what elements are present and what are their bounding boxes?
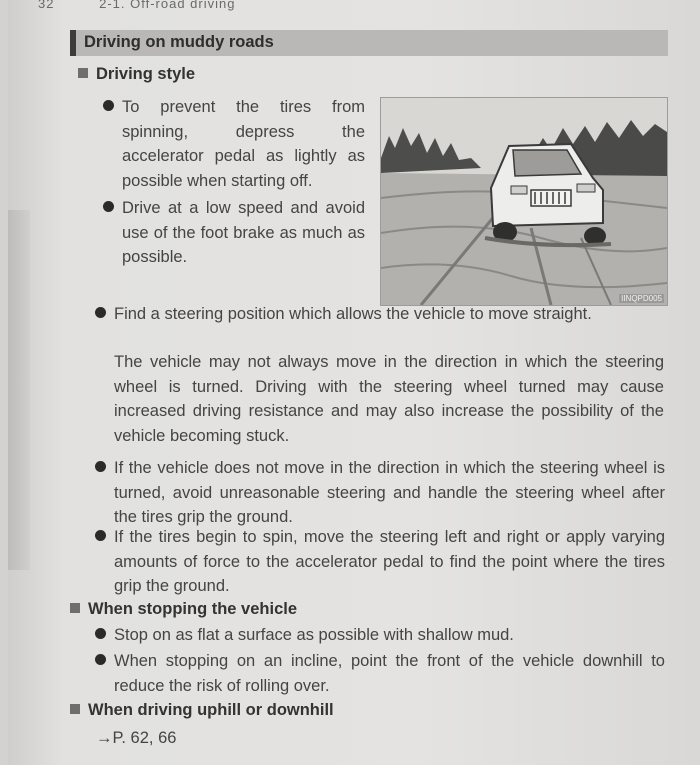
subsection-heading-text: When driving uphill or downhill bbox=[88, 701, 334, 719]
subsection-heading-uphill-downhill bbox=[70, 701, 334, 720]
list-item bbox=[103, 196, 365, 270]
page-edge-tab bbox=[8, 210, 30, 570]
square-bullet-icon bbox=[70, 704, 80, 714]
bullet-text: To prevent the tires from spinning, depress the accelerator pedal as lightly as possible when starting off. bbox=[122, 98, 365, 190]
subsection-heading-text: Driving style bbox=[96, 65, 196, 83]
list-item bbox=[95, 649, 665, 698]
section-title: Driving on muddy roads bbox=[84, 33, 274, 51]
bullet-text: If the vehicle does not move in the direction in which the steering wheel is turned, avoid unreasonable steering and handle the steering wheel after the tires grip the ground. bbox=[114, 459, 665, 526]
square-bullet-icon bbox=[70, 603, 80, 613]
bullet-icon bbox=[103, 201, 114, 212]
explanatory-note: The vehicle may not always move in the direction in which the steering wheel is turned. Driving with the steering wheel turned may cause increased driving resistance and may also increase the possibility of the vehicle becoming stuck. bbox=[114, 353, 664, 445]
bullet-icon bbox=[95, 307, 106, 318]
subsection-heading-stopping bbox=[70, 600, 297, 619]
subsection-heading-text: When stopping the vehicle bbox=[88, 600, 298, 618]
running-title: 2-1. Off-road driving bbox=[99, 0, 236, 11]
list-item bbox=[95, 302, 665, 327]
manual-page bbox=[8, 0, 700, 765]
bullet-icon bbox=[103, 100, 114, 111]
suv-in-mud-image bbox=[381, 98, 667, 305]
list-item bbox=[95, 456, 665, 530]
bullet-icon bbox=[95, 530, 106, 541]
square-bullet-icon bbox=[78, 68, 88, 78]
bullet-text: Stop on as flat a surface as possible with shallow mud. bbox=[114, 626, 514, 644]
bullet-icon bbox=[95, 654, 106, 665]
running-header bbox=[38, 0, 678, 12]
muddy-road-illustration bbox=[380, 97, 668, 306]
bullet-text: When stopping on an incline, point the front of the vehicle downhill to reduce the risk of rolling over. bbox=[114, 652, 665, 695]
subsection-heading-driving-style bbox=[78, 65, 195, 84]
bullet-icon bbox=[95, 628, 106, 639]
bullet-icon bbox=[95, 461, 106, 472]
section-header bbox=[70, 30, 668, 56]
list-item bbox=[103, 95, 365, 193]
illustration-code: IINQPD005 bbox=[621, 294, 662, 303]
bullet-text: Find a steering position which allows the vehicle to move straight. bbox=[114, 305, 592, 323]
list-item bbox=[95, 623, 665, 648]
page-reference-link[interactable]: →P. 62, 66 bbox=[96, 729, 177, 747]
bullet-text: If the tires begin to spin, move the steering left and right or apply varying amounts of force to the accelerator pedal to find the point where the tires grip the ground. bbox=[114, 528, 665, 595]
page-number: 32 bbox=[38, 0, 55, 11]
list-item bbox=[95, 525, 665, 599]
bullet-text: Drive at a low speed and avoid use of the foot brake as much as possible. bbox=[122, 199, 365, 266]
